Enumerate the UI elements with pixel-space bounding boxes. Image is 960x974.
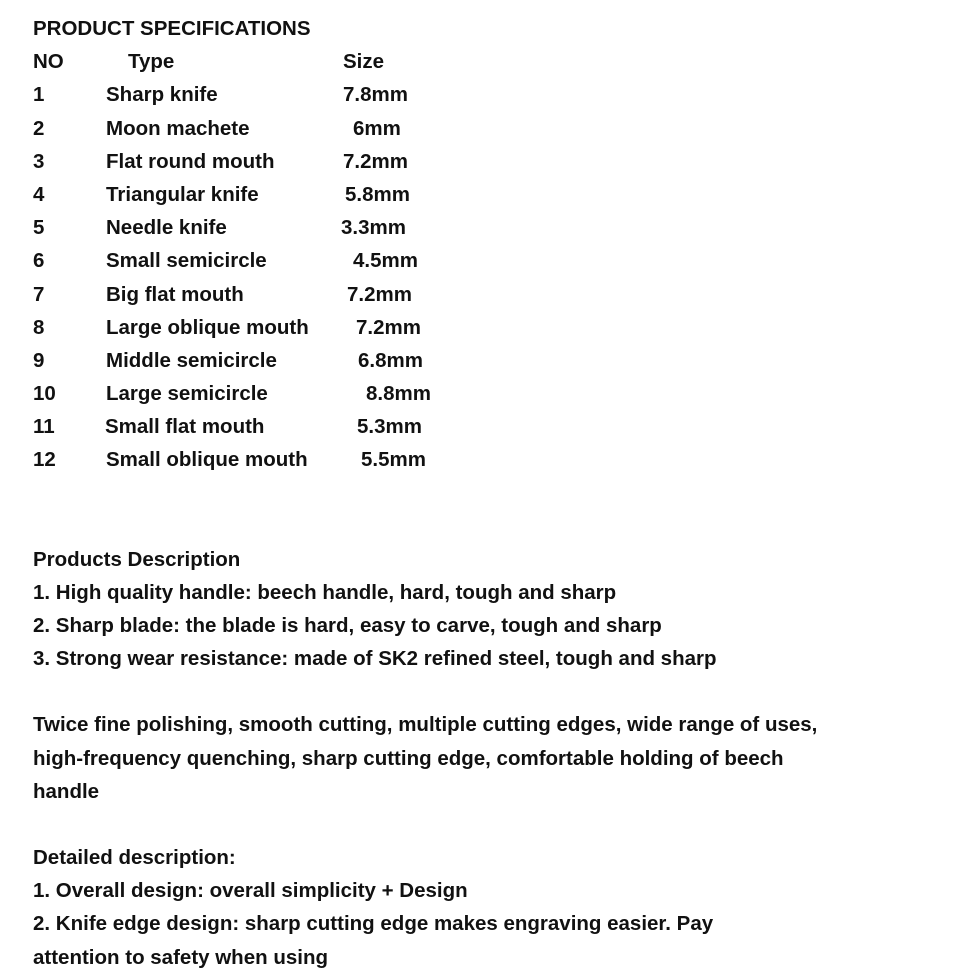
- row-no: 7: [33, 282, 45, 306]
- detailed-item: 2. Knife edge design: sharp cutting edge makes engraving easier. Pay attention to safety when using: [33, 912, 714, 969]
- table-row: [33, 244, 933, 277]
- page-content: [33, 12, 933, 974]
- row-size: 6.8mm: [358, 348, 423, 372]
- row-no: 4: [33, 182, 45, 206]
- row-size: 7.2mm: [356, 315, 421, 339]
- row-size: 4.5mm: [353, 249, 418, 273]
- table-row: [33, 278, 933, 311]
- description-item: 1. High quality handle: beech handle, hard, tough and sharp: [33, 580, 617, 604]
- row-no: 5: [33, 216, 45, 240]
- header-size: Size: [343, 50, 385, 74]
- table-row: [33, 410, 933, 443]
- row-type: Big flat mouth: [106, 282, 244, 306]
- row-type: Sharp knife: [106, 83, 218, 107]
- table-row: [33, 377, 933, 410]
- row-no: 12: [33, 448, 56, 472]
- description-paragraph: Twice fine polishing, smooth cutting, multiple cutting edges, wide range of uses, high-frequency quenching, sharp cutting edge, comfortable holding of beech handle: [33, 713, 818, 803]
- table-row: [33, 311, 933, 344]
- row-no: 10: [33, 382, 56, 406]
- row-no: 6: [33, 249, 45, 273]
- row-type: Triangular knife: [106, 182, 259, 206]
- table-row: [33, 344, 933, 377]
- row-type: Large semicircle: [106, 382, 268, 406]
- header-no: NO: [33, 50, 64, 74]
- row-size: 7.2mm: [347, 282, 412, 306]
- table-row: [33, 78, 933, 111]
- row-size: 7.2mm: [343, 149, 408, 173]
- table-row: [33, 112, 933, 145]
- row-size: 6mm: [353, 116, 401, 140]
- row-type: Middle semicircle: [106, 348, 277, 372]
- row-no: 8: [33, 315, 45, 339]
- section-gap: [33, 477, 933, 543]
- section-gap: [33, 808, 933, 841]
- row-size: 3.3mm: [341, 216, 406, 240]
- row-size: 5.5mm: [361, 448, 426, 472]
- section-gap: [33, 675, 933, 708]
- description-item: 3. Strong wear resistance: made of SK2 refined steel, tough and sharp: [33, 647, 717, 671]
- row-size: 7.8mm: [343, 83, 408, 107]
- table-row: [33, 145, 933, 178]
- detailed-item: 1. Overall design: overall simplicity + Design: [33, 879, 468, 903]
- detailed-title: Detailed description:: [33, 845, 236, 869]
- row-size: 5.3mm: [357, 415, 422, 439]
- row-no: 1: [33, 83, 45, 107]
- table-row: [33, 211, 933, 244]
- row-no: 11: [33, 415, 55, 439]
- row-type: Flat round mouth: [106, 149, 275, 173]
- row-type: Small oblique mouth: [106, 448, 308, 472]
- spec-header-row: [33, 45, 933, 78]
- table-row: [33, 178, 933, 211]
- row-no: 9: [33, 348, 45, 372]
- row-size: 8.8mm: [366, 382, 431, 406]
- row-type: Small flat mouth: [105, 415, 265, 439]
- description-title: Products Description: [33, 547, 241, 571]
- header-type: Type: [128, 50, 175, 74]
- row-type: Small semicircle: [106, 249, 267, 273]
- row-no: 2: [33, 116, 45, 140]
- description-item: 2. Sharp blade: the blade is hard, easy to carve, tough and sharp: [33, 614, 662, 637]
- row-size: 5.8mm: [345, 182, 410, 206]
- row-no: 3: [33, 149, 45, 173]
- spec-table-body: [33, 78, 933, 476]
- table-row: [33, 443, 933, 476]
- row-type: Large oblique mouth: [106, 315, 309, 339]
- row-type: Moon machete: [106, 116, 250, 140]
- spec-title: PRODUCT SPECIFICATIONS: [33, 17, 311, 40]
- row-type: Needle knife: [106, 216, 227, 240]
